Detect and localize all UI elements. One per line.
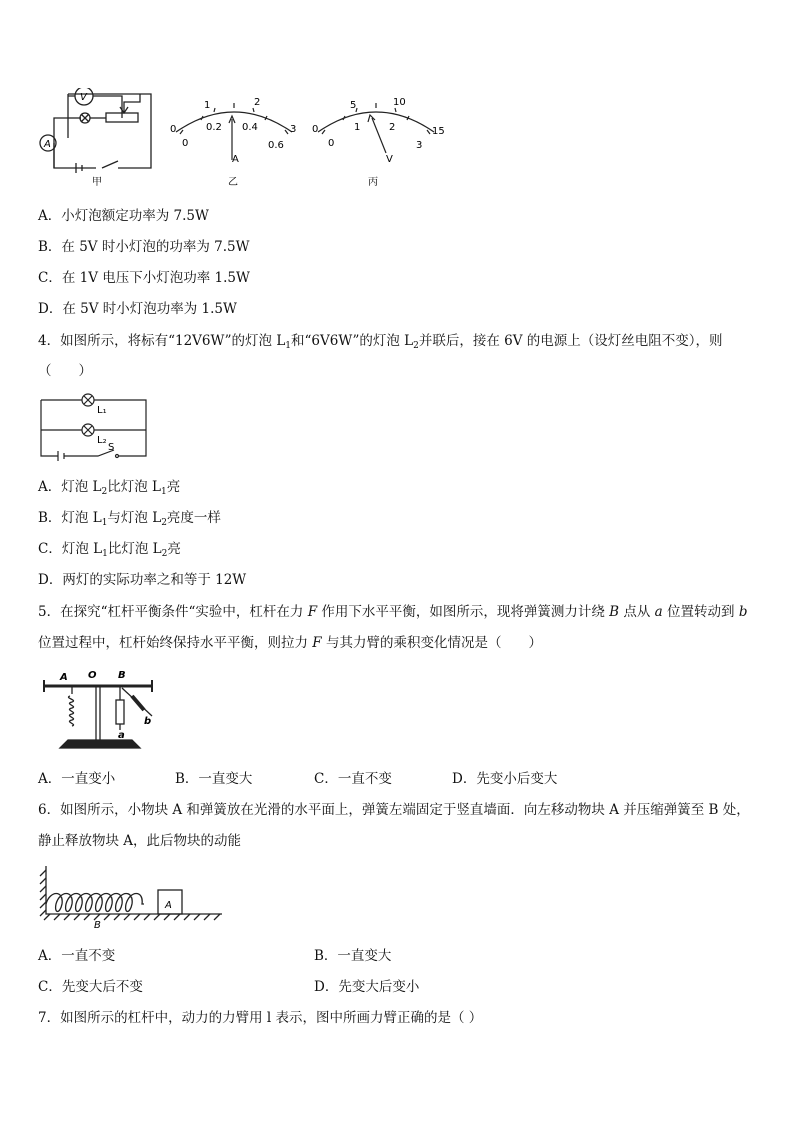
voltmeter-bot-1: 1 (354, 122, 361, 133)
voltmeter-symbol: V (80, 92, 87, 103)
ammeter-top-1: 1 (204, 100, 211, 111)
spring-position-b: b (144, 716, 152, 727)
voltmeter-bot-2: 2 (389, 122, 396, 133)
voltmeter-bot-0: 0 (328, 138, 335, 149)
q4-option-d: D．两灯的实际功率之和等于 12W (38, 572, 247, 588)
label-bing: 丙 (368, 177, 378, 188)
lamp-l1-label: L₁ (97, 405, 107, 416)
voltmeter-top-5: 5 (350, 100, 357, 111)
voltmeter-top-10: 10 (393, 97, 406, 108)
q5-option-c: C．一直不变 (314, 771, 392, 787)
spring-position-a: a (118, 730, 125, 741)
q3-option-a: A．小灯泡额定功率为 7.5W (38, 208, 209, 224)
ammeter-symbol: A (44, 139, 51, 150)
ammeter-bot-0: 0 (182, 138, 189, 149)
q6-option-d: D．先变大后变小 (314, 979, 420, 995)
q5-stem-line2: 位置过程中，杠杆始终保持水平平衡，则拉力 F 与其力臂的乘积变化情况是（ ） (38, 635, 542, 651)
circuit-meters-figure (36, 88, 446, 188)
q5-option-b: B．一直变大 (175, 771, 253, 787)
parallel-circuit-figure (38, 392, 150, 466)
q4-option-c: C．灯泡 $L_1$比灯泡 $L_2$亮 (38, 541, 181, 559)
q4-stem-line1: 4．如图所示，将标有“12V6W”的灯泡 $L_1$和“6V6W”的灯泡 $L_2$并联后，接在 6V 的电源上（设灯丝电阻不变），则 (38, 333, 723, 351)
q6-stem-line2: 静止释放物块 A，此后物块的动能 (38, 833, 242, 849)
lever-point-a: A (60, 672, 68, 683)
ammeter-bot-3: 0.6 (268, 140, 284, 151)
lever-pivot-o: O (88, 670, 97, 681)
ammeter-top-2: 2 (254, 97, 261, 108)
label-yi: 乙 (228, 177, 238, 188)
ammeter-top-0: 0 (170, 124, 177, 135)
label-jia: 甲 (92, 177, 102, 188)
q4-stem-line2: （ ） (38, 363, 92, 379)
q6-option-c: C．先变大后不变 (38, 979, 143, 995)
q5-stem-line1: 5．在探究“杠杆平衡条件“实验中，杠杆在力 F 作用下水平平衡，如图所示，现将弹簧测力计绕 B 点从 a 位置转动到 b (38, 604, 748, 620)
q6-option-a: A．一直不变 (38, 948, 116, 964)
q7-stem: 7．如图所示的杠杆中，动力的力臂用 l 表示，图中所画力臂正确的是（ ） (38, 1010, 483, 1026)
ammeter-bot-1: 0.2 (206, 122, 222, 133)
voltmeter-top-15: 15 (432, 126, 445, 137)
q3-option-b: B．在 5V 时小灯泡的功率为 7.5W (38, 239, 250, 255)
q5-option-d: D．先变小后变大 (452, 771, 558, 787)
q4-option-b: B．灯泡 $L_1$与灯泡 $L_2$亮度一样 (38, 510, 221, 528)
voltmeter-pointer-label: V (386, 154, 393, 165)
point-b-label: B (94, 920, 101, 931)
q6-stem-line1: 6．如图所示，小物块 A 和弹簧放在光滑的水平面上，弹簧左端固定于竖直墙面．向左移动物块 A 并压缩弹簧至 B 处， (38, 802, 750, 818)
q3-option-c: C．在 1V 电压下小灯泡功率 1.5W (38, 270, 250, 286)
lever-figure (40, 666, 160, 756)
q5-option-a: A．一直变小 (38, 771, 116, 787)
lever-point-b: B (118, 670, 126, 681)
ammeter-pointer-label: A (232, 154, 239, 165)
q4-option-a: A．灯泡 $L_2$比灯泡 $L_1$亮 (38, 479, 181, 497)
spring-block-figure (38, 860, 228, 932)
ammeter-top-3: 3 (290, 124, 297, 135)
q3-option-d: D．在 5V 时小灯泡功率为 1.5W (38, 301, 237, 317)
lamp-l2-label: L₂ (97, 435, 107, 446)
switch-s-label: S (108, 442, 115, 453)
q6-option-b: B．一直变大 (314, 948, 392, 964)
ammeter-bot-2: 0.4 (242, 122, 258, 133)
voltmeter-bot-3: 3 (416, 140, 423, 151)
block-a-label: A (165, 900, 172, 911)
voltmeter-top-0: 0 (312, 124, 319, 135)
